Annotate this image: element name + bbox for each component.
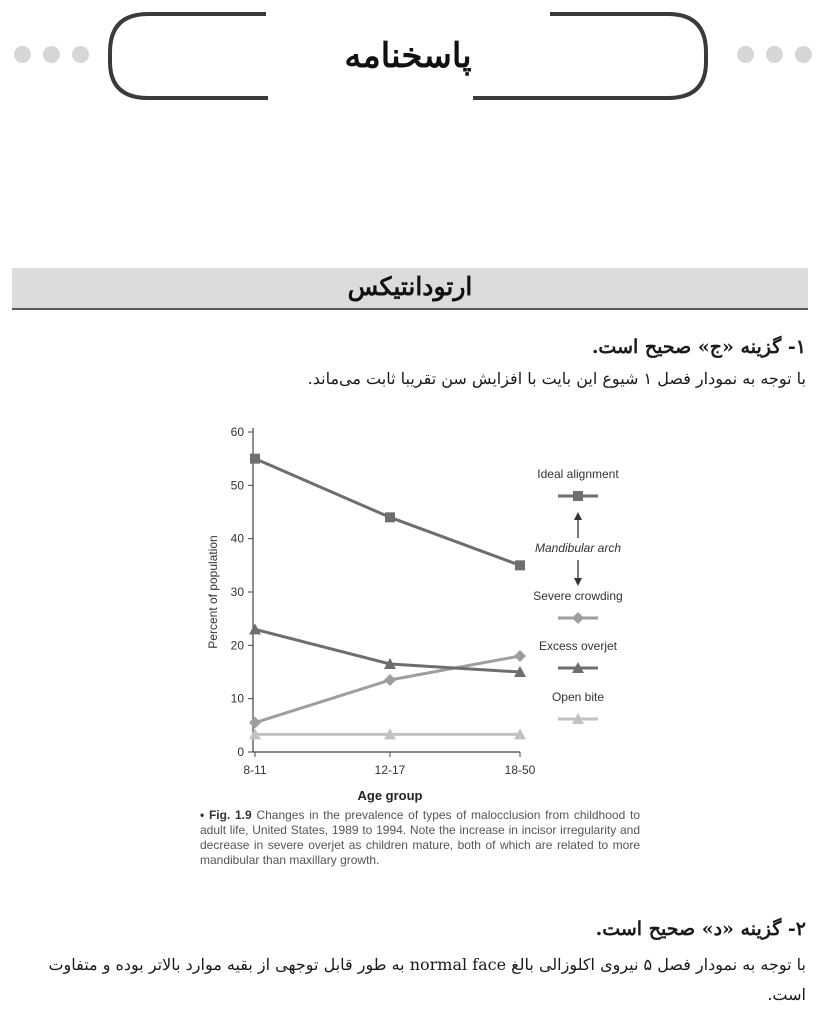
section-title: ارتودانتیکس [347,272,473,301]
data-point [384,674,396,686]
question-1-heading: ۱- گزینه «ج» صحیح است. [591,336,806,358]
decor-dots-left [14,46,89,63]
arrow-down-icon [574,578,582,586]
decor-dots-right [737,46,812,63]
decor-dot [14,46,31,63]
y-tick-label: 0 [237,745,244,759]
x-tick-label: 12-17 [374,763,406,777]
legend-label: Ideal alignment [537,467,619,481]
data-point [514,650,526,662]
legend-marker [572,612,584,624]
series-line [255,459,520,566]
y-tick-label: 30 [230,585,244,599]
malocclusion-line-chart [195,420,640,810]
decor-dot [766,46,783,63]
question-2-text: با توجه به نمودار فصل ۵ نیروی اکلوزالی بالغ normal face به طور قابل توجهی از بقیه موارد بالاتر بوده و متفاوت است. [48,955,806,1004]
decor-dot [795,46,812,63]
data-point [515,560,525,570]
title-frame [108,12,708,100]
legend-annotation: Mandibular arch [534,541,622,555]
y-tick-label: 40 [230,531,244,546]
arrow-up-icon [574,512,582,520]
figure-caption-text: Changes in the prevalence of types of malocclusion from childhood to adult life, United States, 1989 to 1994. Note the increase in incisor irregularity and decrease in severe overjet as children mature, both of which are related to more mandibular than maxillary growth. [200,808,640,867]
data-point [385,512,395,522]
y-tick-label: 50 [230,478,244,493]
figure-caption [200,808,640,868]
legend-marker [573,491,583,501]
decor-dot [43,46,60,63]
question-1-text: با توجه به نمودار فصل ۱ شیوع این بایت با افزایش سن تقریبا ثابت می‌ماند. [307,369,806,388]
x-tick-label: 8-11 [243,763,267,777]
page-title: پاسخنامه [344,36,472,76]
legend-label: Severe crowding [533,589,623,603]
y-tick-label: 60 [230,425,244,439]
y-axis-label: Percent of population [206,535,220,649]
legend-label: Open bite [551,690,605,704]
data-point [249,623,261,634]
figure-label: • Fig. 1.9 [200,808,252,822]
data-point [249,717,261,729]
question-2-heading: ۲- گزینه «د» صحیح است. [595,918,806,940]
x-tick-label: 18-50 [504,763,536,777]
y-tick-label: 10 [230,691,244,706]
section-header [12,268,808,310]
decor-dot [72,46,89,63]
y-tick-label: 20 [230,638,244,653]
decor-dot [737,46,754,63]
x-axis-label: Age group [357,788,423,803]
data-point [250,454,260,464]
legend-label: Excess overjet [538,639,618,653]
